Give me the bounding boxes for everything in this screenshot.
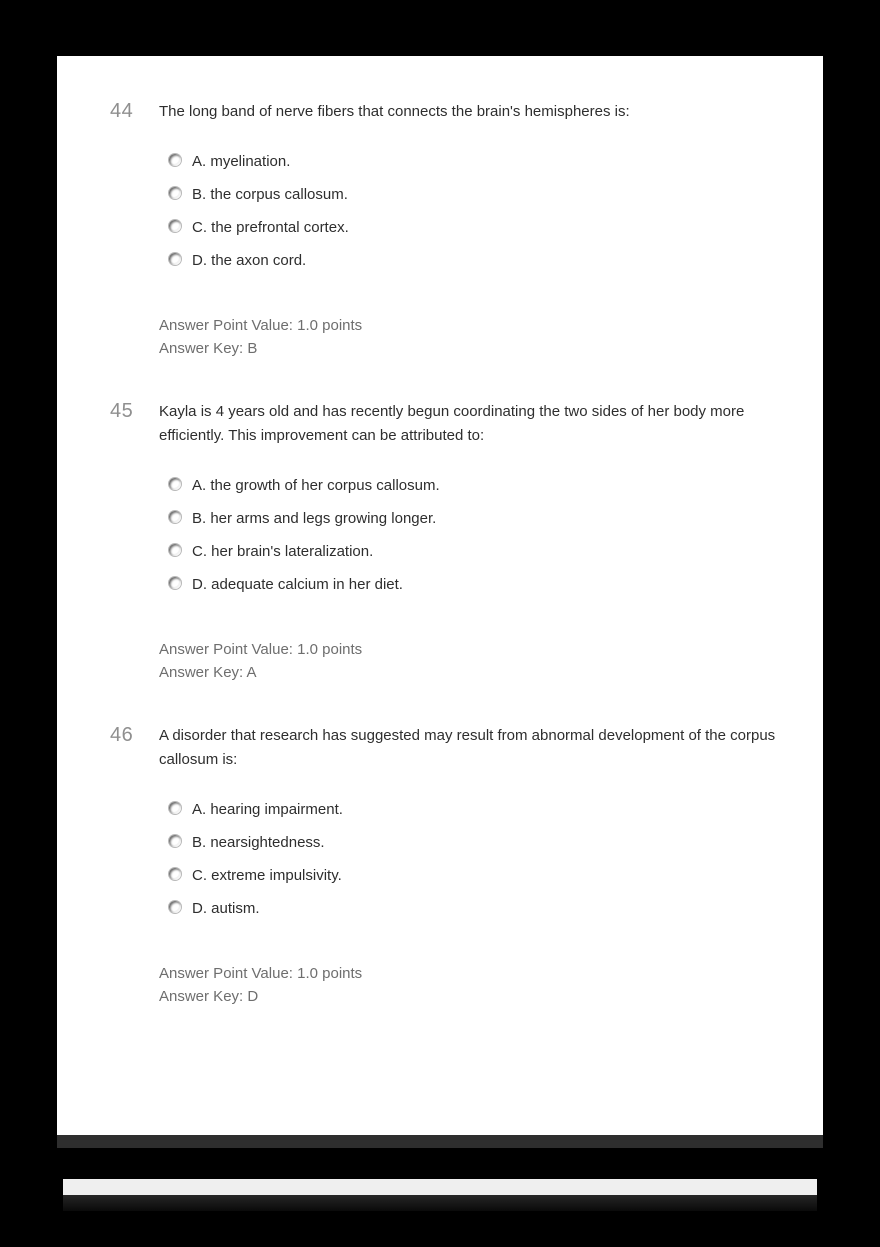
option-row-a[interactable] — [169, 152, 803, 185]
question-text: The long band of nerve fibers that connects the brain's hemispheres is: — [159, 103, 630, 120]
question-44 — [110, 100, 823, 360]
quiz-page — [57, 56, 823, 1135]
option-label: C. the prefrontal cortex. — [192, 219, 349, 236]
option-row-b[interactable] — [169, 509, 803, 542]
question-text: A disorder that research has suggested may result from abnormal development of the corpus callosum is: — [159, 727, 776, 768]
radio-button-icon[interactable] — [169, 802, 181, 814]
footer-dark-band — [63, 1195, 817, 1211]
options-group — [159, 476, 803, 608]
option-row-b[interactable] — [169, 185, 803, 218]
question-number: 45 — [110, 400, 134, 422]
options-group — [159, 152, 803, 284]
option-label: D. the axon cord. — [192, 252, 307, 269]
answer-key: Answer Key: A — [159, 664, 257, 681]
option-row-d[interactable] — [169, 575, 803, 608]
option-row-b[interactable] — [169, 833, 803, 866]
radio-button-icon[interactable] — [169, 544, 181, 556]
question-number: 46 — [110, 724, 134, 746]
answer-key: Answer Key: B — [159, 340, 258, 357]
option-label: A. hearing impairment. — [192, 801, 343, 818]
footer-shadow-band — [57, 1135, 823, 1148]
option-label: A. the growth of her corpus callosum. — [192, 477, 440, 494]
answer-key: Answer Key: D — [159, 988, 259, 1005]
radio-button-icon[interactable] — [169, 187, 181, 199]
option-label: B. the corpus callosum. — [192, 186, 348, 203]
question-body — [159, 100, 823, 360]
question-body — [159, 724, 823, 1008]
option-label: D. adequate calcium in her diet. — [192, 576, 403, 593]
answer-point-value: Answer Point Value: 1.0 points — [159, 317, 363, 334]
radio-button-icon[interactable] — [169, 253, 181, 265]
option-label: B. her arms and legs growing longer. — [192, 510, 437, 527]
option-row-c[interactable] — [169, 866, 803, 899]
radio-button-icon[interactable] — [169, 511, 181, 523]
answer-point-value: Answer Point Value: 1.0 points — [159, 641, 363, 658]
question-number: 44 — [110, 100, 134, 122]
options-group — [159, 800, 803, 932]
question-45 — [110, 400, 823, 684]
question-text: Kayla is 4 years old and has recently begun coordinating the two sides of her body more efficiently. This improvement can be attributed to: — [159, 403, 745, 444]
radio-button-icon[interactable] — [169, 901, 181, 913]
option-label: B. nearsightedness. — [192, 834, 325, 851]
option-label: A. myelination. — [192, 153, 291, 170]
question-46 — [110, 724, 823, 1008]
radio-button-icon[interactable] — [169, 835, 181, 847]
question-body — [159, 400, 823, 684]
radio-button-icon[interactable] — [169, 478, 181, 490]
option-row-d[interactable] — [169, 899, 803, 932]
option-row-a[interactable] — [169, 476, 803, 509]
option-label: C. extreme impulsivity. — [192, 867, 342, 884]
footer-light-band — [63, 1179, 817, 1195]
option-label: D. autism. — [192, 900, 260, 917]
radio-button-icon[interactable] — [169, 577, 181, 589]
answer-point-value: Answer Point Value: 1.0 points — [159, 965, 363, 982]
option-row-d[interactable] — [169, 251, 803, 284]
option-row-c[interactable] — [169, 542, 803, 575]
radio-button-icon[interactable] — [169, 868, 181, 880]
radio-button-icon[interactable] — [169, 154, 181, 166]
option-label: C. her brain's lateralization. — [192, 543, 374, 560]
radio-button-icon[interactable] — [169, 220, 181, 232]
option-row-c[interactable] — [169, 218, 803, 251]
option-row-a[interactable] — [169, 800, 803, 833]
